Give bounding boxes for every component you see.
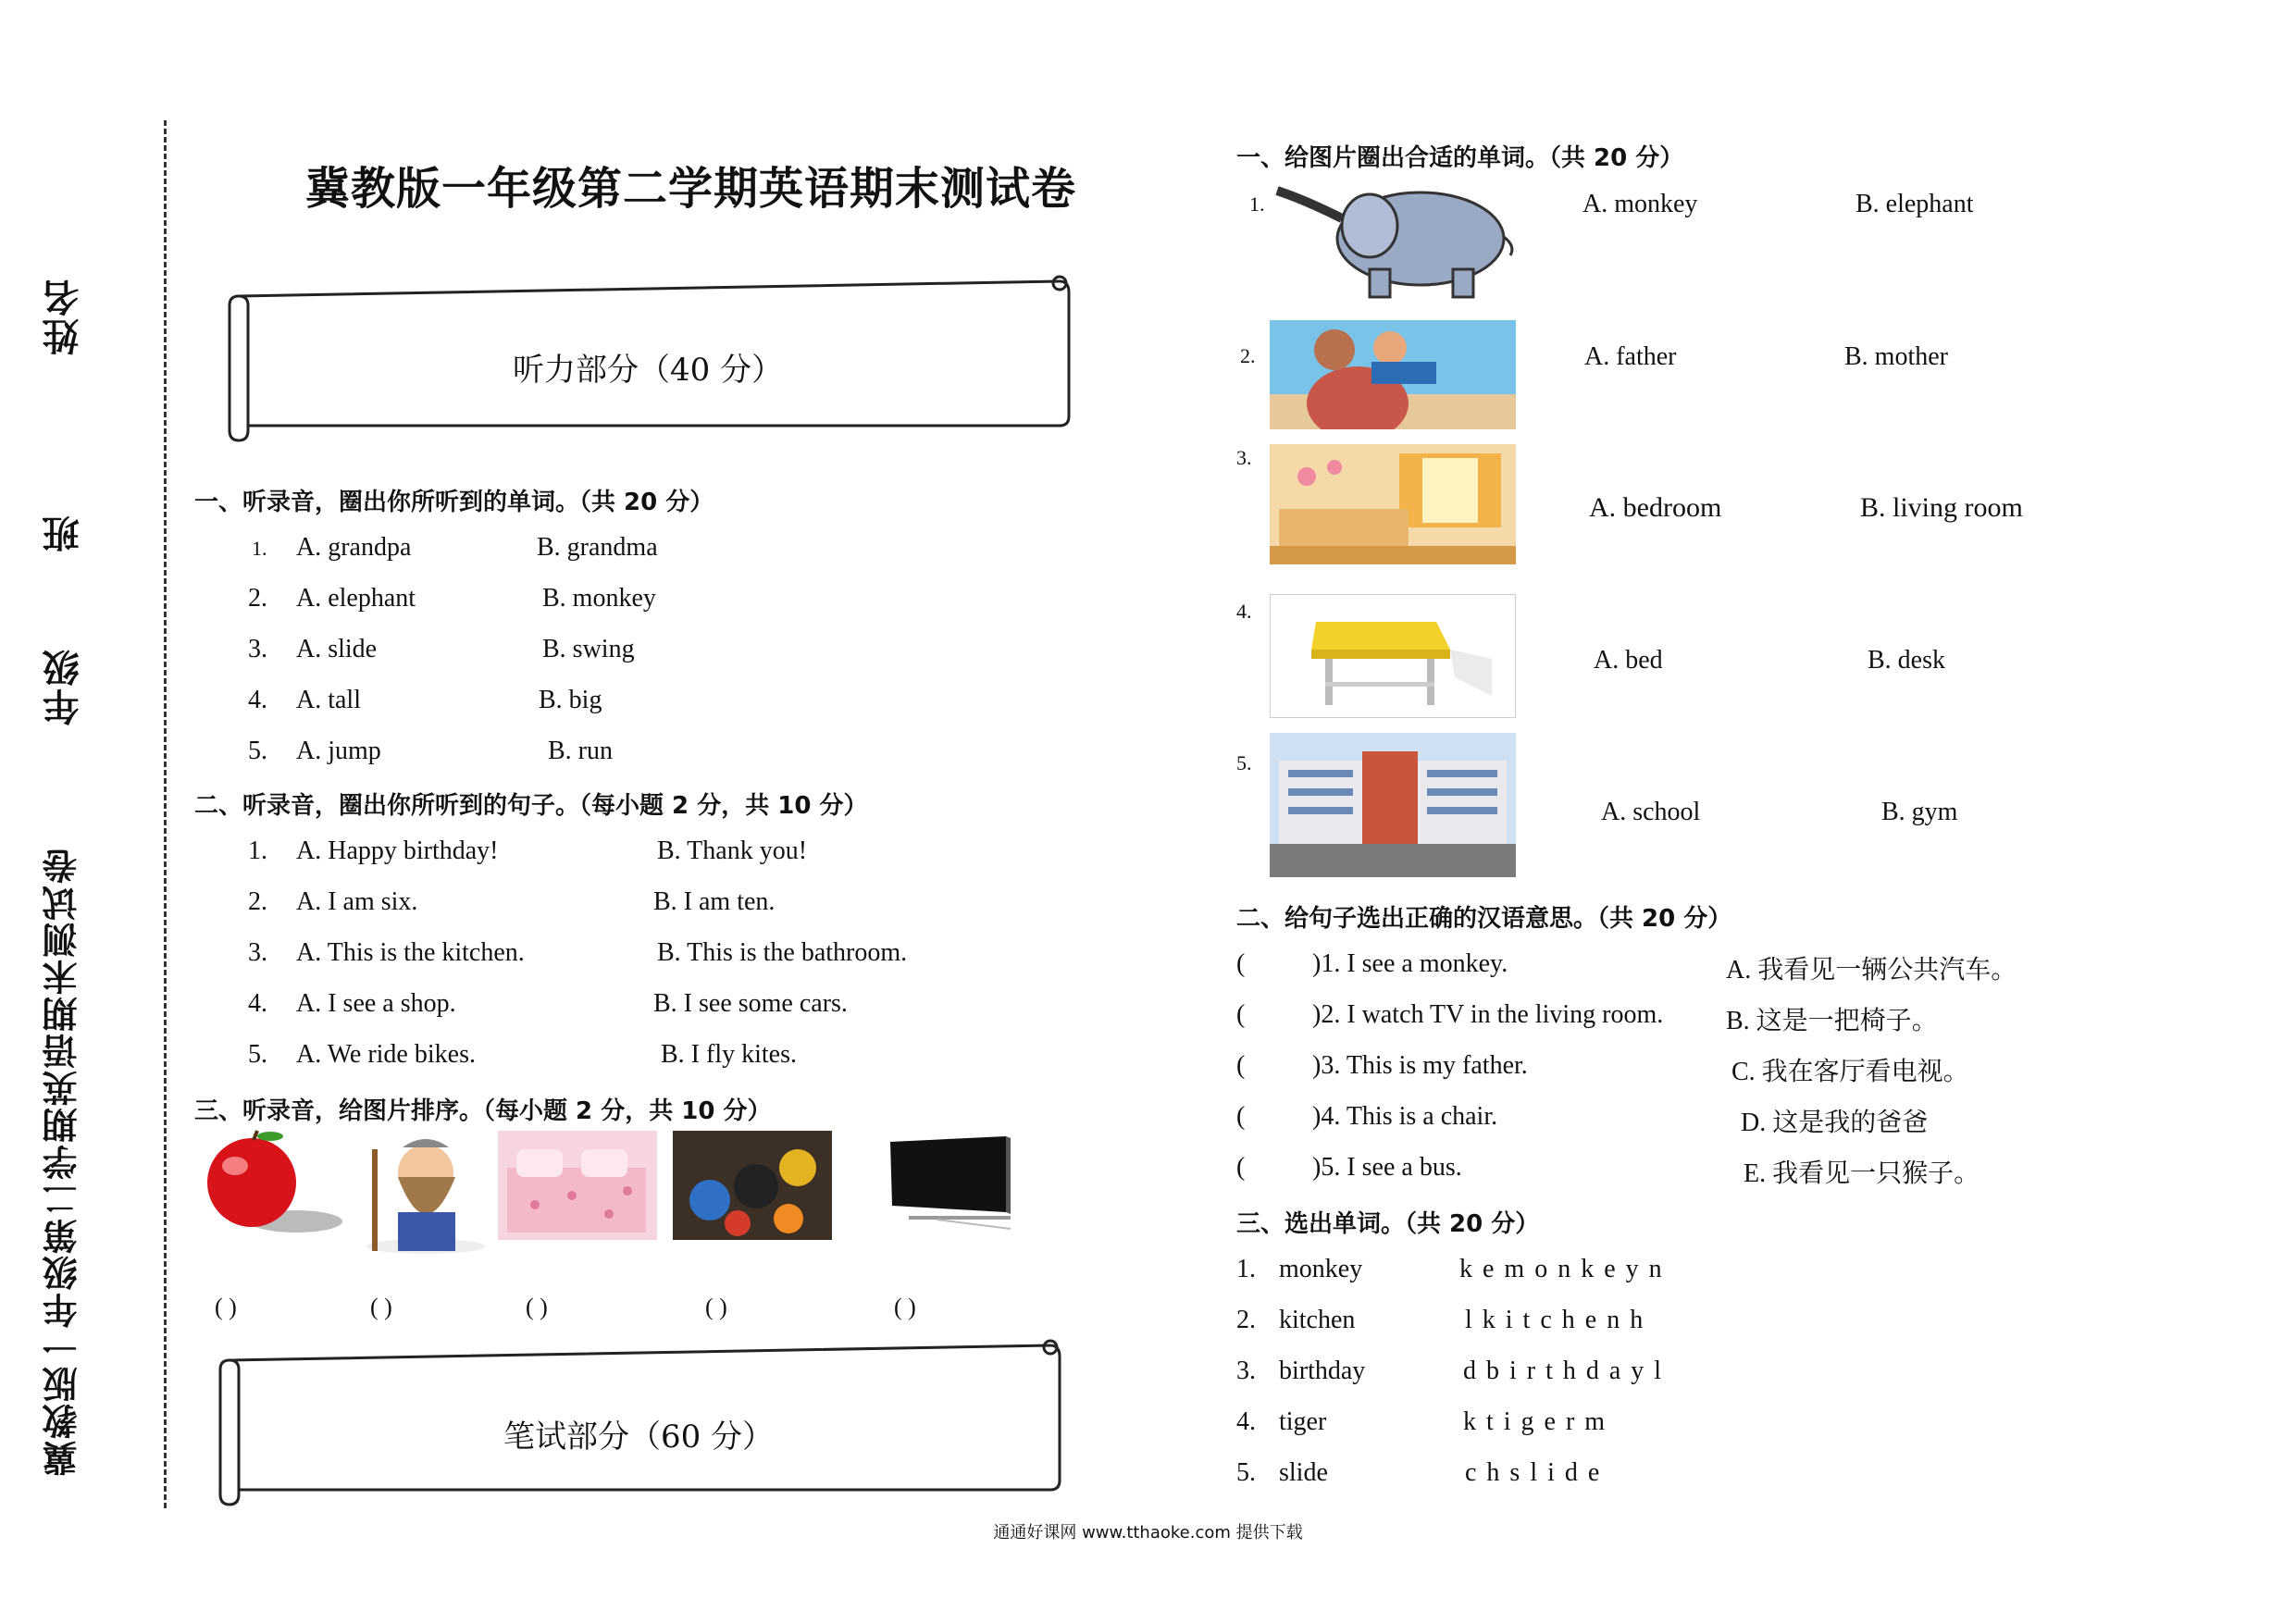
school-icon bbox=[1270, 733, 1516, 877]
list-item: 2. bbox=[248, 887, 267, 916]
bedroom-icon bbox=[1270, 444, 1516, 564]
list-item: 5. bbox=[248, 737, 267, 765]
list-item: A. grandpa bbox=[296, 533, 412, 562]
answer-paren[interactable]: ( bbox=[1236, 1000, 1246, 1029]
list-item: B. grandma bbox=[537, 533, 658, 562]
list-item: A. tall bbox=[296, 686, 361, 714]
list-item: 1. bbox=[248, 836, 267, 865]
list-item: A. 我看见一辆公共汽车。 bbox=[1726, 956, 2017, 985]
list-item: A. Happy birthday! bbox=[296, 836, 499, 865]
list-item: D. 这是我的爸爸 bbox=[1741, 1109, 1929, 1137]
letter-grid: l k i t c h e n h bbox=[1465, 1306, 1645, 1334]
list-item: 2. bbox=[1240, 344, 1256, 367]
order-blank-4[interactable]: ( ) bbox=[705, 1294, 727, 1320]
list-item: 2. bbox=[248, 584, 267, 613]
list-item: B. 这是一把椅子。 bbox=[1726, 1007, 1938, 1035]
list-item: B. run bbox=[548, 737, 613, 765]
listening-banner bbox=[222, 268, 1074, 444]
list-item: kitchen bbox=[1279, 1306, 1356, 1334]
list-item: )5. I see a bus. bbox=[1312, 1153, 1462, 1182]
order-blank-3[interactable]: ( ) bbox=[526, 1294, 548, 1320]
list-item: A. monkey bbox=[1582, 190, 1698, 218]
list-item: 3. bbox=[1236, 446, 1252, 469]
list-item: 3. bbox=[248, 938, 267, 967]
old-man-icon bbox=[352, 1131, 500, 1256]
list-item: B. gym bbox=[1881, 798, 1958, 826]
list-item: A. I see a shop. bbox=[296, 989, 456, 1018]
list-item: B. monkey bbox=[542, 584, 656, 613]
list-item: monkey bbox=[1279, 1255, 1363, 1283]
right-s2-heading: 二、给句子选出正确的汉语意思。（共 20 分） bbox=[1236, 905, 1732, 933]
letter-grid: k t i g e r m bbox=[1463, 1407, 1607, 1436]
list-item: E. 我看见一只猴子。 bbox=[1744, 1159, 1980, 1188]
left-s3-heading: 三、听录音，给图片排序。（每小题 2 分，共 10 分） bbox=[194, 1097, 772, 1125]
right-s1-heading: 一、给图片圈出合适的单词。（共 20 分） bbox=[1236, 144, 1684, 172]
list-item: B. mother bbox=[1844, 342, 1948, 371]
name-label: 姓名 bbox=[43, 278, 85, 355]
page-title: 冀教版一年级第二学期英语期末测试卷 bbox=[305, 163, 1077, 215]
list-item: 3. bbox=[1236, 1357, 1256, 1385]
list-item: B. desk bbox=[1868, 646, 1945, 675]
list-item: )4. This is a chair. bbox=[1312, 1102, 1498, 1131]
class-label: 班 bbox=[43, 514, 85, 552]
list-item: A. bed bbox=[1594, 646, 1663, 675]
list-item: 4. bbox=[248, 686, 267, 714]
list-item: B. Thank you! bbox=[657, 836, 808, 865]
answer-paren[interactable]: ( bbox=[1236, 949, 1246, 978]
left-s2-heading: 二、听录音，圈出你所听到的句子。（每小题 2 分，共 10 分） bbox=[194, 792, 868, 820]
list-item: birthday bbox=[1279, 1357, 1366, 1385]
list-item: A. school bbox=[1601, 798, 1701, 826]
list-item: 1. bbox=[252, 537, 267, 560]
list-item: B. This is the bathroom. bbox=[657, 938, 908, 967]
listening-banner-text: 听力部分（40 分） bbox=[512, 352, 784, 389]
answer-paren[interactable]: ( bbox=[1236, 1051, 1246, 1080]
writing-banner bbox=[213, 1332, 1064, 1508]
grade-label: 年级 bbox=[43, 648, 85, 725]
list-item: B. elephant bbox=[1855, 190, 1974, 218]
right-s3-heading: 三、选出单词。（共 20 分） bbox=[1236, 1210, 1540, 1238]
list-item: 5. bbox=[1236, 751, 1252, 774]
list-item: A. This is the kitchen. bbox=[296, 938, 525, 967]
list-item: 4. bbox=[1236, 1407, 1256, 1436]
list-item: )2. I watch TV in the living room. bbox=[1312, 1000, 1664, 1029]
elephant-icon bbox=[1268, 181, 1518, 302]
list-item: A. I am six. bbox=[296, 887, 418, 916]
list-item: B. I fly kites. bbox=[661, 1040, 797, 1069]
list-item: 1. bbox=[1249, 192, 1265, 216]
list-item: B. big bbox=[539, 686, 602, 714]
writing-banner-text: 笔试部分（60 分） bbox=[503, 1419, 775, 1456]
list-item: 4. bbox=[248, 989, 267, 1018]
list-item: C. 我在客厅看电视。 bbox=[1731, 1058, 1969, 1086]
list-item: A. jump bbox=[296, 737, 381, 765]
list-item: slide bbox=[1279, 1458, 1328, 1487]
father-child-icon bbox=[1270, 320, 1516, 429]
desk-icon bbox=[1270, 594, 1516, 718]
list-item: 3. bbox=[248, 635, 267, 663]
left-s1-heading: 一、听录音，圈出你所听到的单词。（共 20 分） bbox=[194, 489, 714, 516]
letter-grid: k e m o n k e y n bbox=[1459, 1255, 1664, 1283]
list-item: 1. bbox=[1236, 1255, 1256, 1283]
letter-grid: d b i r t h d a y l bbox=[1463, 1357, 1664, 1385]
list-item: tiger bbox=[1279, 1407, 1327, 1436]
list-item: )3. This is my father. bbox=[1312, 1051, 1528, 1080]
list-item: 5. bbox=[248, 1040, 267, 1069]
list-item: B. I am ten. bbox=[653, 887, 776, 916]
list-item: B. I see some cars. bbox=[653, 989, 848, 1018]
footer-credit: 通通好课网 www.tthaoke.com 提供下载 bbox=[993, 1523, 1303, 1542]
list-item: 4. bbox=[1236, 600, 1252, 623]
bed-icon bbox=[498, 1131, 657, 1240]
list-item: A. elephant bbox=[296, 584, 416, 613]
list-item: A. bedroom bbox=[1589, 492, 1722, 523]
list-item: A. slide bbox=[296, 635, 378, 663]
list-item: 2. bbox=[1236, 1306, 1256, 1334]
order-blank-2[interactable]: ( ) bbox=[370, 1294, 392, 1320]
order-blank-1[interactable]: ( ) bbox=[215, 1294, 237, 1320]
toys-icon bbox=[673, 1131, 832, 1240]
cut-line bbox=[164, 120, 167, 1508]
list-item: )1. I see a monkey. bbox=[1312, 949, 1508, 978]
apple-icon bbox=[194, 1129, 342, 1240]
order-blank-5[interactable]: ( ) bbox=[894, 1294, 916, 1320]
answer-paren[interactable]: ( bbox=[1236, 1153, 1246, 1182]
list-item: A. We ride bikes. bbox=[296, 1040, 476, 1069]
list-item: A. father bbox=[1584, 342, 1677, 371]
paper-side-title: 冀教版一年级第二学期英语期末测试卷 bbox=[43, 847, 83, 1476]
list-item: B. swing bbox=[542, 635, 635, 663]
list-item: 5. bbox=[1236, 1458, 1256, 1487]
list-item: B. living room bbox=[1860, 492, 2023, 523]
tv-icon bbox=[881, 1136, 1048, 1238]
answer-paren[interactable]: ( bbox=[1236, 1102, 1246, 1131]
letter-grid: c h s l i d e bbox=[1465, 1458, 1602, 1487]
